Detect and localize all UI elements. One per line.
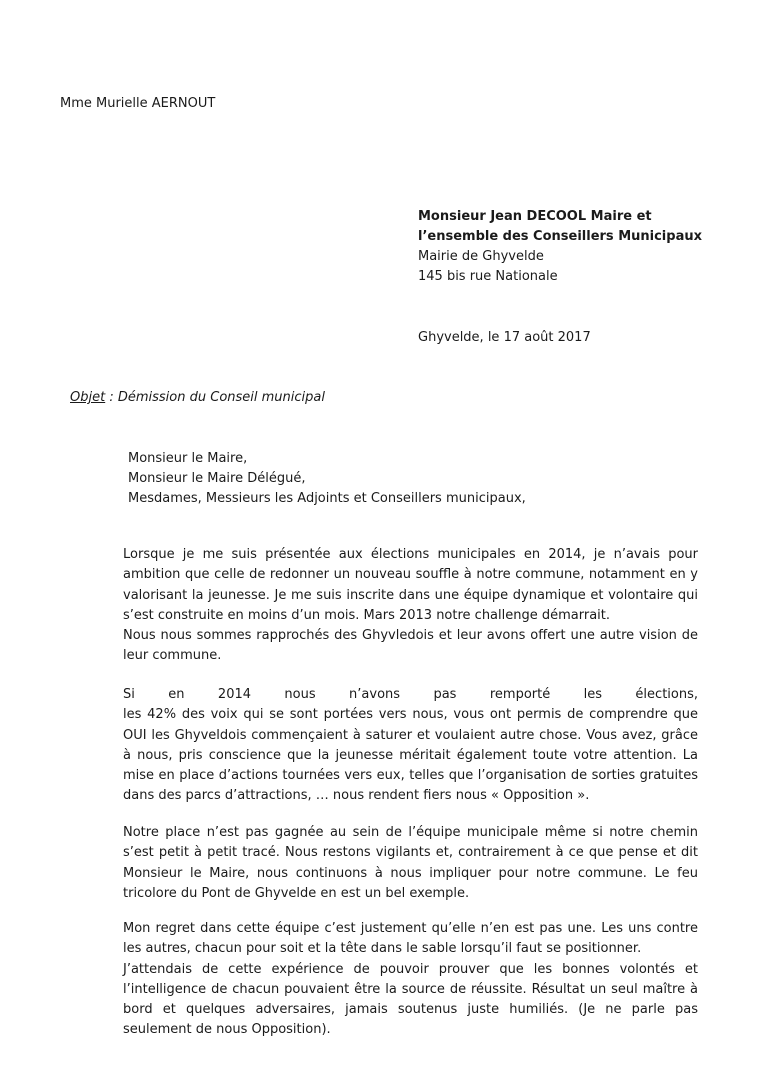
body-section-2 — [123, 685, 698, 807]
paragraph-3-line-1: Si en 2014 nous n’avons pas remporté les élections, — [123, 687, 698, 702]
salutation-line-2: Monsieur le Maire Délégué, — [128, 471, 306, 486]
salutation-line-1: Monsieur le Maire, — [128, 451, 248, 466]
sender-name: Mme Murielle AERNOUT — [60, 96, 216, 111]
paragraph-4: Notre place n’est pas gagnée au sein de l’équipe municipale même si notre chemin s’est petit à petit tracé. Nous restons vigilants et, contrairement à ce que pense et dit Monsieur le Maire, nous continuons à nous impliquer pour notre commune. Le feu tricolore du Pont de Ghyvelde en est un bel exemple. — [123, 825, 698, 901]
paragraph-6: J’attendais de cette expérience de pouvoir prouver que les bonnes volontés et l’intelligence de chacun pouvaient être la source de réussite. Résultat un seul maître à bord et quelques adversaires, jamais soutenus juste humiliés. (Je ne parle pas seulement de nous Opposition). — [123, 961, 698, 1038]
recipient-line-4: 145 bis rue Nationale — [418, 269, 558, 284]
body-section-3 — [123, 823, 698, 904]
paragraph-2: Nous nous sommes rapprochés des Ghyvledois et leur avons offert une autre vision de leur commune. — [123, 628, 698, 664]
recipient-line-3: Mairie de Ghyvelde — [418, 249, 544, 264]
recipient-line-2: l’ensemble des Conseillers Municipaux — [418, 229, 702, 244]
paragraph-5: Mon regret dans cette équipe c’est justement qu’elle n’en est pas une. Les uns contre les autres, chacun pour soit et la tête dans le sable lorsqu’il faut se positionner. — [123, 921, 698, 957]
salutation-line-3: Mesdames, Messieurs les Adjoints et Conseillers municipaux, — [128, 491, 526, 506]
body-section-1 — [123, 545, 698, 667]
subject-line — [70, 388, 325, 408]
paragraph-1: Lorsque je me suis présentée aux élections municipales en 2014, je n’avais pour ambition que celle de redonner un nouveau souffle à notre commune, notamment en y valorisant la jeunesse. Je me suis inscrite dans une équipe dynamique et volontaire qui s’est construite en moins d’un mois. Mars 2013 notre challenge démarrait. — [123, 547, 698, 623]
subject-text: : Démission du Conseil municipal — [105, 390, 325, 405]
salutation — [128, 449, 526, 509]
paragraph-3: les 42% des voix qui se sont portées vers nous, vous ont permis de comprendre que OUI les Ghyveldois commençaient à saturer et voulaient autre chose. Vous avez, grâce à nous, pris conscience que la jeunesse méritait également toute votre attention. La mise en place d’actions tournées vers eux, telles que l’organisation de sorties gratuites dans des parcs d’attractions, … nous rendent fiers nous « Opposition ». — [123, 707, 698, 804]
recipient-block — [418, 207, 702, 287]
recipient-line-1: Monsieur Jean DECOOL Maire et — [418, 209, 652, 224]
body-section-4 — [123, 919, 698, 1041]
subject-label: Objet — [70, 390, 106, 405]
letter-date: Ghyvelde, le 17 août 2017 — [418, 330, 591, 345]
